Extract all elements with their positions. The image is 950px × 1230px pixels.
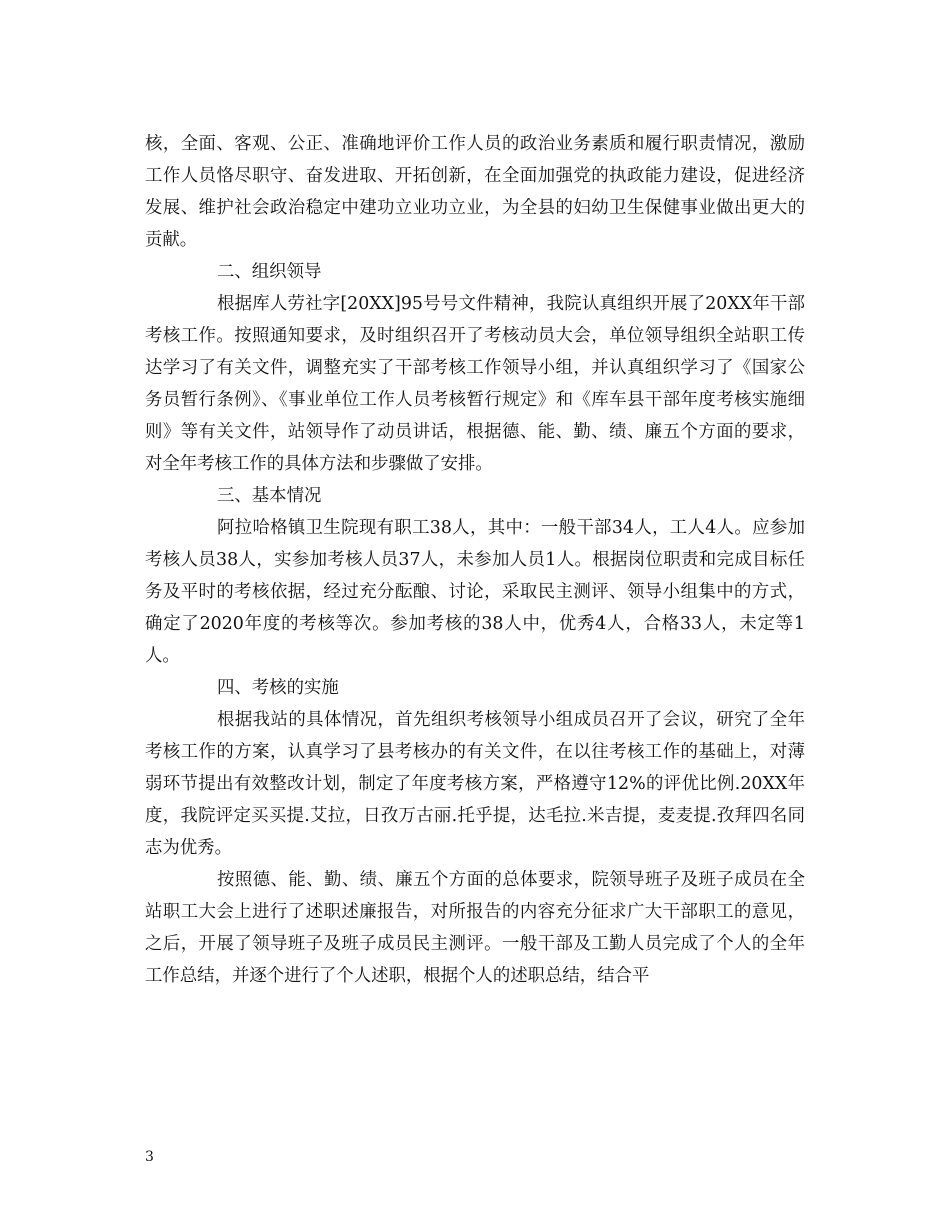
section-heading-organization: 二、组织领导 [217,262,322,282]
section-heading-basic-info: 三、基本情况 [217,486,322,506]
paragraph-intro: 核，全面、客观、公正、准确地评价工作人员的政治业务素质和履行职责情况，激励工作人员恪尽职守、奋发进取、开拓创新，在全面加强党的执政能力建设，促进经济发展、维护社会政治稳定中建功立业功立业，为全县的妇幼卫生保健事业做出更大的贡献。 [145,134,805,250]
page-number: 3 [145,1149,154,1165]
paragraph-basic-info: 阿拉哈格镇卫生院现有职工38人，其中：一般干部34人，工人4人。应参加考核人员38人，实参加考核人员37人，未参加人员1人。根据岗位职责和完成目标任务及平时的考核依据，经过充分酝酿、讨论，采取民主测评、领导小组集中的方式，确定了2020年度的考核等次。参加考核的38人中，优秀4人，合格33人，未定等1人。 [145,518,805,666]
paragraph-implementation: 根据我站的具体情况，首先组织考核领导小组成员召开了会议，研究了全年考核工作的方案，认真学习了县考核办的有关文件，在以往考核工作的基础上，对薄弱环节提出有效整改计划，制定了年度考核方案，严格遵守12%的评优比例.20XX年度，我院评定买买提.艾拉，日孜万古丽.托乎提，达毛拉.米吉提，麦麦提.孜拜四名同志为优秀。 [145,710,805,858]
document-body [145,128,805,992]
section-heading-implementation: 四、考核的实施 [217,678,339,698]
paragraph-evaluation: 按照德、能、勤、绩、廉五个方面的总体要求，院领导班子及班子成员在全站职工大会上进行了述职述廉报告，对所报告的内容充分征求广大干部职工的意见，之后，开展了领导班子及班子成员民主测评。一般干部及工勤人员完成了个人的全年工作总结，并逐个进行了个人述职，根据个人的述职总结，结合平 [145,870,805,986]
paragraph-organization: 根据库人劳社字[20XX]95号号文件精神，我院认真组织开展了20XX年干部考核工作。按照通知要求，及时组织召开了考核动员大会，单位领导组织全站职工传达学习了有关文件，调整充实了干部考核工作领导小组，并认真组织学习了《国家公务员暂行条例》、《事业单位工作人员考核暂行规定》和《库车县干部年度考核实施细则》等有关文件，站领导作了动员讲话，根据德、能、勤、绩、廉五个方面的要求，对全年考核工作的具体方法和步骤做了安排。 [145,294,805,474]
